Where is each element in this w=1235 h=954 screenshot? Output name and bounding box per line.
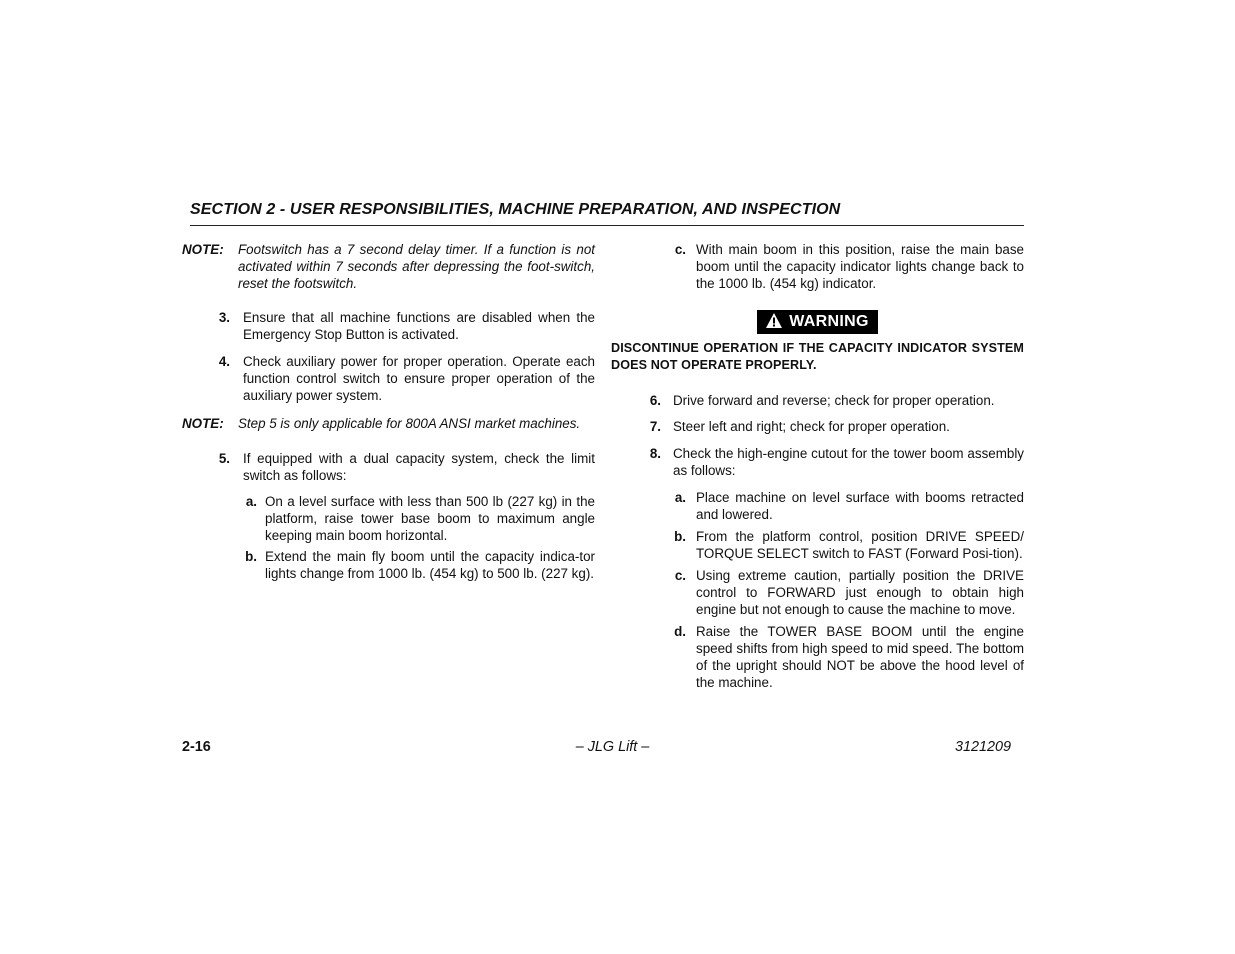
note-label: NOTE: bbox=[182, 416, 224, 431]
substep-letter: a. bbox=[674, 490, 686, 505]
step-number: 5. bbox=[218, 451, 230, 466]
substep-8a bbox=[611, 489, 1024, 523]
page-header bbox=[190, 201, 1024, 226]
warning-triangle-icon bbox=[765, 312, 783, 329]
substep-text: Extend the main fly boom until the capacity indica-tor lights change from 1000 lb. (454 kg) to 500 lb. (227 kg). bbox=[265, 549, 595, 581]
step-number: 7. bbox=[649, 419, 661, 434]
substep-text: Place machine on level surface with booms retracted and lowered. bbox=[696, 490, 1024, 522]
substep-letter: c. bbox=[674, 242, 686, 257]
section-title: SECTION 2 - USER RESPONSIBILITIES, MACHINE PREPARATION, AND INSPECTION bbox=[190, 201, 841, 218]
substep-text: Raise the TOWER BASE BOOM until the engine speed shifts from high speed to mid speed. The bottom of the upright should NOT be above the hood level of the machine. bbox=[696, 624, 1024, 690]
note-label: NOTE: bbox=[182, 242, 224, 257]
step-8 bbox=[611, 445, 1024, 479]
warning-label: WARNING bbox=[789, 313, 869, 330]
footer-publisher: – JLG Lift – bbox=[575, 739, 650, 755]
warning-badge bbox=[757, 310, 877, 334]
step-3 bbox=[182, 309, 595, 343]
substep-text: With main boom in this position, raise the main base boom until the capacity indicator lights change back to the 1000 lb. (454 kg) indicator. bbox=[696, 242, 1024, 291]
step-4 bbox=[182, 353, 595, 404]
note-step5 bbox=[182, 415, 595, 432]
substep-text: From the platform control, position DRIVE SPEED/ TORQUE SELECT switch to FAST (Forward Posi-tion). bbox=[696, 529, 1024, 561]
note-footswitch bbox=[182, 241, 595, 292]
substep-letter: b. bbox=[674, 529, 686, 544]
step-text: Check the high-engine cutout for the tower boom assembly as follows: bbox=[673, 446, 1024, 478]
left-column bbox=[182, 241, 595, 582]
step-text: If equipped with a dual capacity system, check the limit switch as follows: bbox=[243, 451, 595, 483]
step-text: Steer left and right; check for proper operation. bbox=[673, 419, 950, 434]
substep-5a bbox=[182, 493, 595, 544]
substep-8b bbox=[611, 528, 1024, 562]
substep-letter: a. bbox=[245, 494, 257, 509]
document-number: 3121209 bbox=[955, 739, 1012, 755]
substep-8c bbox=[611, 567, 1024, 618]
step-5 bbox=[182, 450, 595, 484]
substep-letter: c. bbox=[674, 568, 686, 583]
step-number: 8. bbox=[649, 446, 661, 461]
step-text: Check auxiliary power for proper operation. Operate each function control switch to ensure proper operation of the auxiliary power system. bbox=[243, 354, 595, 403]
step-number: 3. bbox=[218, 310, 230, 325]
substep-letter: b. bbox=[245, 549, 257, 564]
substep-5c bbox=[611, 241, 1024, 292]
page-number: 2-16 bbox=[182, 739, 211, 755]
substep-8d bbox=[611, 623, 1024, 691]
right-column bbox=[611, 241, 1024, 691]
substep-text: Using extreme caution, partially position the DRIVE control to FORWARD just enough to obtain high engine but not enough to cause the machine to move. bbox=[696, 568, 1024, 617]
warning-banner bbox=[611, 310, 1024, 334]
substep-letter: d. bbox=[674, 624, 686, 639]
note-text: Step 5 is only applicable for 800A ANSI market machines. bbox=[238, 416, 581, 431]
step-number: 4. bbox=[218, 354, 230, 369]
step-number: 6. bbox=[649, 393, 661, 408]
step-7 bbox=[611, 418, 1024, 435]
step-text: Drive forward and reverse; check for proper operation. bbox=[673, 393, 995, 408]
substep-text: On a level surface with less than 500 lb (227 kg) in the platform, raise tower base boom to maximum angle keeping main boom horizontal. bbox=[265, 494, 595, 543]
warning-text: DISCONTINUE OPERATION IF THE CAPACITY INDICATOR SYSTEM DOES NOT OPERATE PROPERLY. bbox=[611, 341, 1024, 372]
note-text: Footswitch has a 7 second delay timer. If a function is not activated within 7 seconds after depressing the foot-switch, reset the footswitch. bbox=[238, 242, 595, 291]
step-text: Ensure that all machine functions are disabled when the Emergency Stop Button is activated. bbox=[243, 310, 595, 342]
step-6 bbox=[611, 392, 1024, 409]
substep-5b bbox=[182, 548, 595, 582]
